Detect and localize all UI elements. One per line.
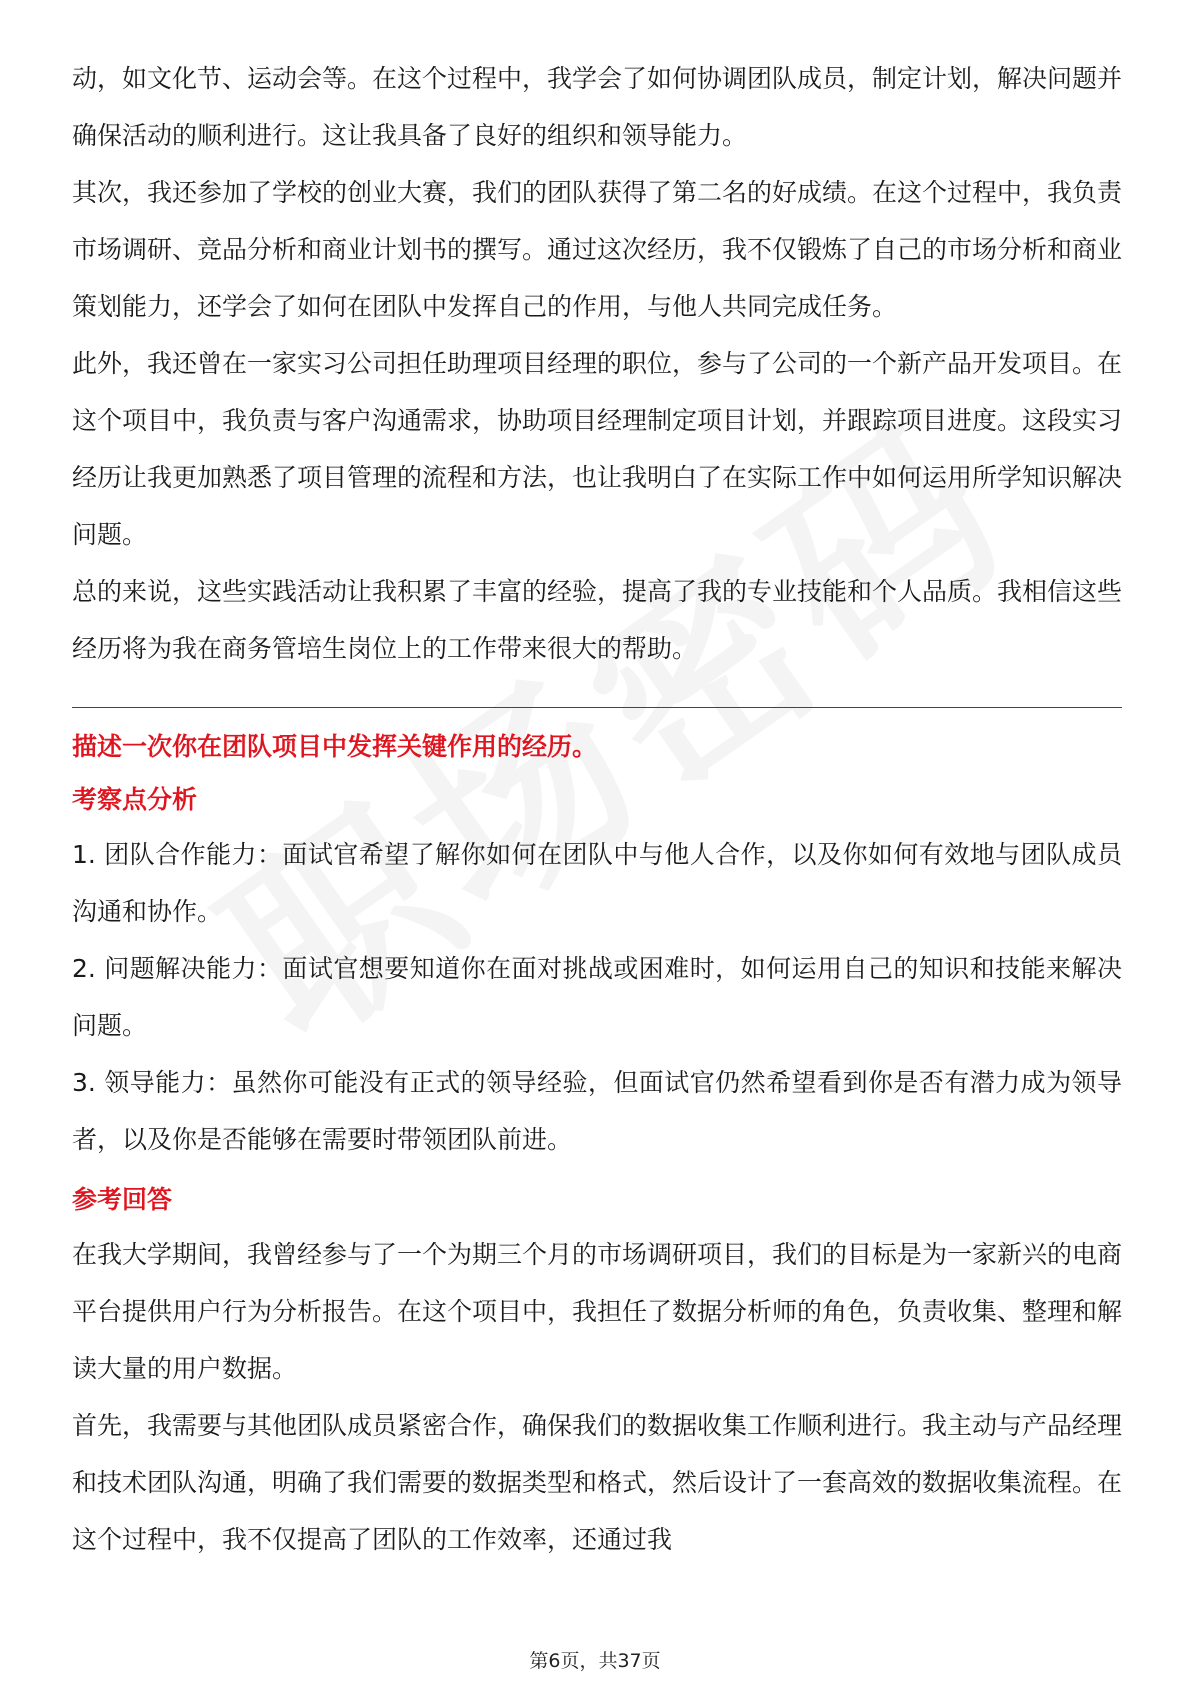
page-number: 第6页，共37页	[529, 1650, 661, 1672]
answer-heading: 参考回答	[72, 1185, 173, 1214]
answer-paragraph-2: 首先，我需要与其他团队成员紧密合作，确保我们的数据收集工作顺利进行。我主动与产品经理和技术团队沟通，明确了我们需要的数据类型和格式，然后设计了一套高效的数据收集流程。在这个过程中，我不仅提高了团队的工作效率，还通过我	[72, 1411, 1123, 1554]
question-title: 描述一次你在团队项目中发挥关键作用的经历。	[72, 732, 598, 761]
section-divider	[72, 707, 1122, 708]
analysis-point-1: 1. 团队合作能力：面试官希望了解你如何在团队中与他人合作，以及你如何有效地与团队成员沟通和协作。	[72, 840, 1122, 926]
answer-paragraph-1: 在我大学期间，我曾经参与了一个为期三个月的市场调研项目，我们的目标是为一家新兴的电商平台提供用户行为分析报告。在这个项目中，我担任了数据分析师的角色，负责收集、整理和解读大量的用户数据。	[72, 1240, 1123, 1383]
intro-paragraph-4: 总的来说，这些实践活动让我积累了丰富的经验，提高了我的专业技能和个人品质。我相信这些经历将为我在商务管培生岗位上的工作带来很大的帮助。	[72, 577, 1123, 663]
intro-paragraph-1: 动，如文化节、运动会等。在这个过程中，我学会了如何协调团队成员，制定计划，解决问题并确保活动的顺利进行。这让我具备了良好的组织和领导能力。	[72, 64, 1123, 150]
analysis-point-3: 3. 领导能力：虽然你可能没有正式的领导经验，但面试官仍然希望看到你是否有潜力成为领导者，以及你是否能够在需要时带领团队前进。	[72, 1068, 1122, 1154]
analysis-point-2: 2. 问题解决能力：面试官想要知道你在面对挑战或困难时，如何运用自己的知识和技能来解决问题。	[72, 954, 1122, 1040]
intro-paragraph-3: 此外，我还曾在一家实习公司担任助理项目经理的职位，参与了公司的一个新产品开发项目。在这个项目中，我负责与客户沟通需求，协助项目经理制定项目计划，并跟踪项目进度。这段实习经历让我更加熟悉了项目管理的流程和方法，也让我明白了在实际工作中如何运用所学知识解决问题。	[72, 349, 1123, 549]
intro-paragraph-2: 其次，我还参加了学校的创业大赛，我们的团队获得了第二名的好成绩。在这个过程中，我负责市场调研、竞品分析和商业计划书的撰写。通过这次经历，我不仅锻炼了自己的市场分析和商业策划能力，还学会了如何在团队中发挥自己的作用，与他人共同完成任务。	[72, 178, 1123, 321]
analysis-heading: 考察点分析	[72, 785, 198, 814]
page-content	[72, 50, 1122, 1568]
